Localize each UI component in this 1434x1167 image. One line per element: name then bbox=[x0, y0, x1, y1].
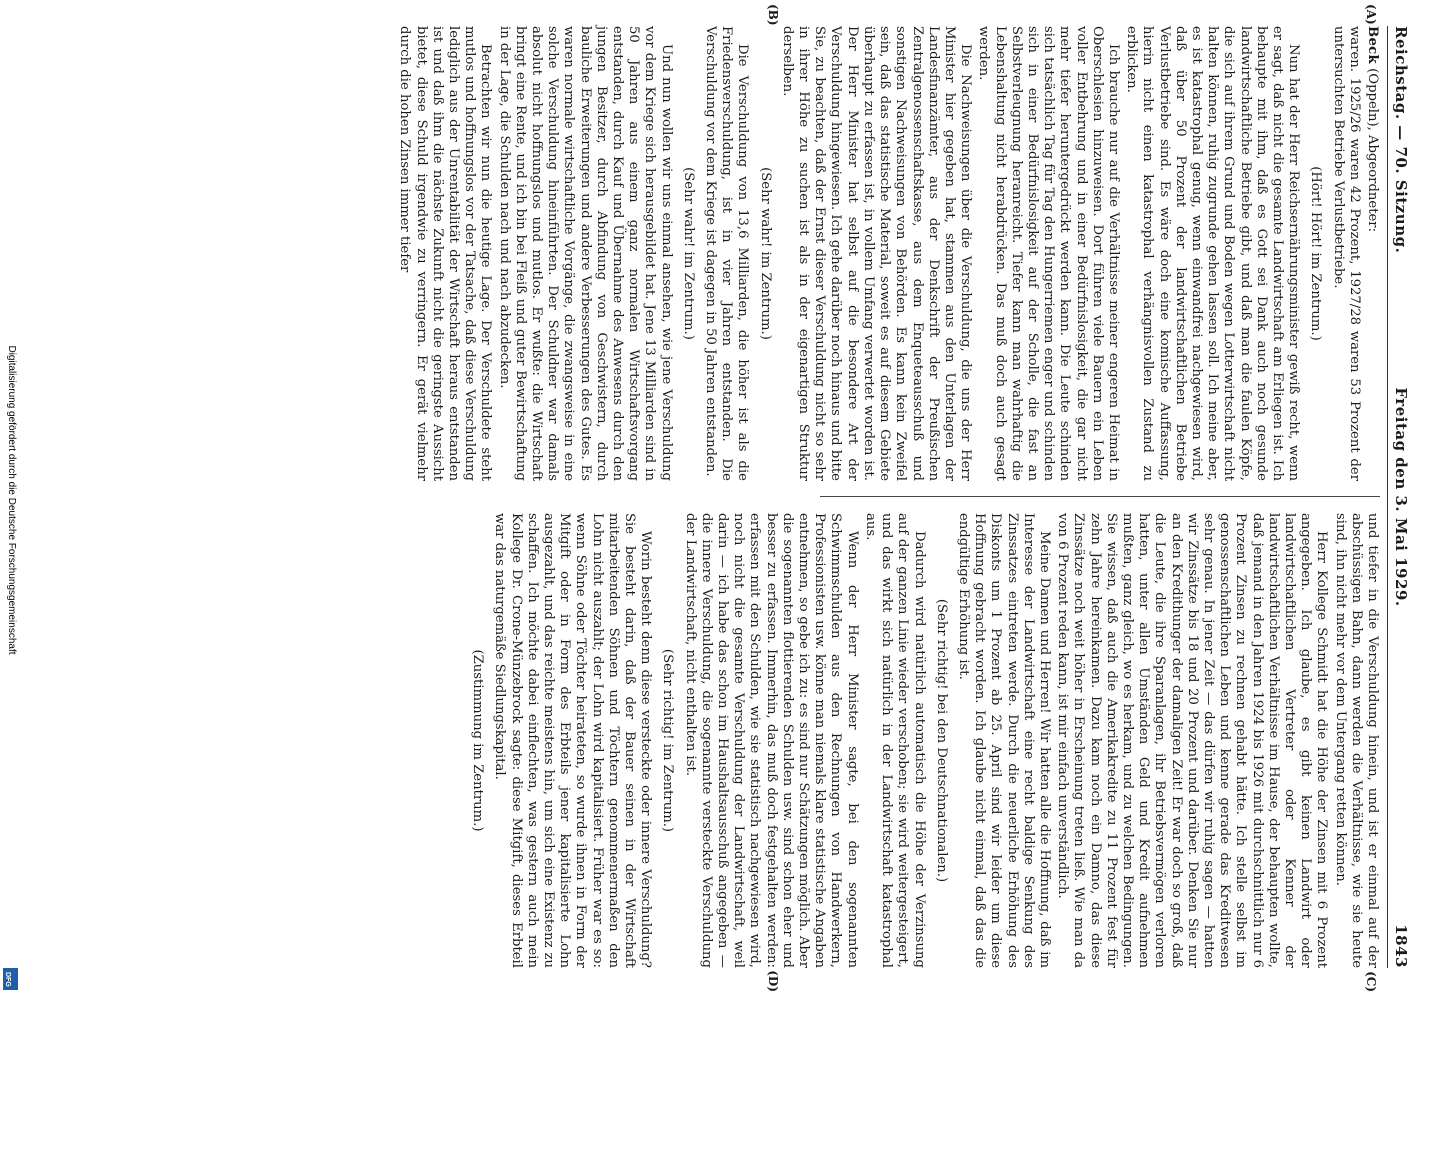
digitization-note: Digitalisierung gefördert durch die Deutsche Forschungsgemeinschaft bbox=[6, 345, 17, 655]
paragraph: Ich brauche nur auf die Verhältnisse meiner engeren Heimat in Oberschlesien hinzuweisen. Dort führen viele Bauern ein Leben voller Entbehrung und in einer Bedürfnislosigkeit, die gar nicht mehr tiefer heruntergedrückt werden kann. Die Leute schinden sich tatsächlich Tag für Tag den Hungerriemen enger und schinden sich in einer Bedürfnislosigkeit auf der Scholle, die fast an Selbstverleugnung heranreicht. Tiefer kann man wahrhaftig die Lebenshaltung nicht herabdrücken. Das muß doch auch gesagt werden. bbox=[976, 26, 1121, 481]
left-column bbox=[142, 26, 1380, 481]
reaction: (Hört! Hört! im Zentrum.) bbox=[1308, 166, 1324, 341]
reaction: (Sehr wahr! im Zentrum.) bbox=[680, 167, 696, 340]
paragraph: Nun hat der Herr Reichsernährungsminister gewiß recht, wenn er sagt, daß nicht die gesamte Landwirtschaft am Erliegen ist. Ich behaupte mit ihm, daß es Gott sei Dank auch noch gesunde landwirtschaftliche Betriebe gibt, und daß man die faulen Köpfe, die sich auf ihrem Grund und Boden wegen Lotterwirtschaft nicht halten können, ruhig zugrunde gehen lassen soll. Ich meine aber, es ist katastrophal genug, wenn einwandfrei nachgewiesen wird, daß über 50 Prozent der landwirtschaftlichen Betriebe Verlustbetriebe sind. Es wäre doch eine komische Auffassung, hierin nicht einen katastrophal verhängnisvollen Zustand zu erblicken. bbox=[1124, 26, 1302, 481]
side-strip bbox=[0, 0, 22, 1000]
paragraph: Meine Damen und Herren! Wir hatten alle die Hoffnung, daß im Interesse der Landwirtschaft eine recht baldige Senkung des Zinssatzes eintreten werde. Durch die neuerliche Erhöhung des Diskonts um 1 Prozent ab 25. April sind wir leider um diese Hoffnung gebracht worden. Ich glaube nicht einmal, daß das die endgültige Erhöhung ist. bbox=[955, 513, 1052, 968]
reaction: (Sehr wahr! im Zentrum.) bbox=[757, 167, 773, 340]
paragraph: Betrachten wir nun die heutige Lage. Der Verschuldete steht mutlos und hoffnungslos vor der Tatsache, daß diese Verschuldung lediglich aus der Unrentabilität der Wirtschaft heraus entstanden ist und daß ihm die nächste Zukunft nicht die geringste Aussicht bietet, diese Schuld irgendwie zu verringern. Er gerät vielmehr durch die hohen Zinsen immer tiefer bbox=[397, 26, 494, 481]
scanned-page bbox=[45, 0, 1434, 1000]
column-divider bbox=[820, 496, 1380, 497]
paragraph: Dadurch wird natürlich automatisch die Höhe der Verzinsung auf der ganzen Linie wieder verschoben; sie wird weitergesteigert, und das wirkt sich natürlich in der Landwirtschaft katastrophal aus. bbox=[862, 513, 927, 968]
speaker-note: (Oppeln), Abgeordneter: bbox=[1365, 68, 1380, 233]
right-column bbox=[142, 513, 1380, 968]
speaker-name: Beck bbox=[1365, 26, 1380, 64]
text-columns bbox=[142, 4, 1380, 992]
page-frame bbox=[132, 2, 1432, 992]
paragraph: Und nun wollen wir uns einmal ansehen, wie jene Verschuldung vor dem Kriege sich herausgebildet hat. Jene 13 Milliarden sind in 50 Jahren aus einem ganz normalen Wirtschaftsvorgang entstanden, durch Kauf und Übernahme des Anwesens durch den jungen Besitzer, durch Abfindung von Geschwistern, durch bauliche Erweiterungen und andere Verbesserungen des Gutes. Es waren normale wirtschaftliche Vorgänge, die zwangsweise in eine solche Verschuldung hineinführten. Der Schuldner war damals absolut nicht hoffnungslos und mutlos. Er wußte: die Wirtschaft bringt eine Rente, und ich bin bei Fleiß und guter Bewirtschaftung in der Lage, die Schulden nach und nach abzudecken. bbox=[496, 26, 674, 481]
paragraph bbox=[1364, 26, 1380, 481]
paragraph: Herr Kollege Schmidt hat die Höhe der Zinsen mit 6 Prozent angegeben. Ich glaube, es gibt keinen Landwirt oder landwirtschaftlichen Vertreter oder Kenner der landwirtschaftlichen Verhältnisse im Hause, der behaupten wollte, daß jemand in den Jahren 1924 bis 1926 mit durchschnittlich nur 6 Prozent Zinsen zu rechnen gehabt hätte. Ich stelle selbst im genossenschaftlichen Leben und kenne gerade das Kreditwesen sehr genau. In jener Zeit — das dürfen wir ruhig sagen — hatten wir Zinssätze bis 18 und 20 Prozent und darüber. Denken Sie nur an den Kredithunger der damaligen Zeit! Er war doch so groß, daß die Leute, die ihre Sparanlagen, ihr Betriebsvermögen verloren hatten, unter allen Umständen Geld und Kredit aufnehmen mußten, ganz gleich, wo es herkam, und zu welchen Bedingungen. Sie wissen, daß auch die Amerikakredite zu 11 Prozent fest für zehn Jahre hereinkamen. Dazu kam noch ein Damno, das diese Zinssätze noch weit höher in Erscheinung treten ließ. Wie man da von 6 Prozent reden kann, ist mir einfach unverständlich. bbox=[1055, 513, 1330, 968]
paragraph: Die Nachweisungen über die Verschuldung, die uns der Herr Minister hier gegeben hat, stammen aus den Unterlagen der Landesfinanzämter, aus der Denkschrift der Preußischen Zentralgenossenschaftskasse, aus dem Enqueteausschuß und sonstigen Nachweisungen von Behörden. Es kann kein Zweifel sein, daß das statistische Material, soweit es auf diesem Gebiete überhaupt zu erfassen ist, in vollem Umfang verwertet worden ist. Der Herr Minister hat selbst auf die besondere Art der Verschuldung hingewiesen. Ich gehe darüber noch hinaus und bitte Sie, zu beachten, daß der Ernst dieser Verschuldung nicht so sehr in ihrer Höhe zu suchen ist als in der eigenartigen Struktur derselben. bbox=[779, 26, 974, 481]
paragraph: Worin besteht denn diese versteckte oder innere Verschuldung? Sie besteht darin, daß der Bauer seinen in der Wirtschaft mitarbeitenden Söhnen und Töchtern genommenermaßen den Lohn nicht auszahlt; der Lohn wird kapitalisiert. Früher war es so: wenn Söhne oder Töchter heirateten, so wurde ihnen in Form der Mitgift oder in Form des Erbteils jener kapitalisierte Lohn ausgezahlt, und das reichte meistens hin, um sich eine Existenz zu schaffen. Ich möchte dabei einflechten, was gestern auch mein Kollege Dr. Crone-Münzebrock sagte: diese Mitgift, dieses Erbteil war das naturgemäße Siedlungskapital. bbox=[492, 513, 654, 968]
page-header bbox=[1387, 26, 1414, 968]
reaction: (Sehr richtig! im Zentrum.) bbox=[660, 648, 676, 833]
margin-marker-a: (A) bbox=[1364, 4, 1378, 25]
reaction: (Zustimmung im Zentrum.) bbox=[470, 649, 486, 832]
margin-marker-d: (D) bbox=[766, 970, 780, 992]
page-number: 1843 bbox=[1392, 924, 1410, 968]
paragraph: waren. 1925/26 waren 42 Prozent, 1927/28 waren 53 Prozent der untersuchten Betriebe Verlustbetriebe. bbox=[1330, 26, 1362, 481]
paragraph: und tiefer in die Verschuldung hinein, und ist er einmal auf der abschüssigen Bahn, dann werden die Verhältnisse, wie sie heute sind, ihn nicht mehr vor dem Untergang retten können. bbox=[1332, 513, 1380, 968]
paragraph: Die Verschuldung von 13,6 Milliarden, die höher ist als die Friedensverschuldung, ist in vier Jahren entstanden. Die Verschuldung vor dem Kriege ist dagegen in 50 Jahren entstanden. bbox=[703, 26, 751, 481]
page-content bbox=[92, 2, 1432, 992]
header-date: Freitag den 3. Mai 1929. bbox=[1392, 387, 1410, 607]
paragraph: Wenn der Herr Minister sagte, bei den sogenannten Schwimmschulden aus den Rechnungen von Handwerkern, Professionisten usw. könne man niemals klare statistische Angaben entnehmen, so gebe ich zu: es sind nur Schätzungen möglich. Aber die sogenannten flottierenden Schulden usw. sind schon eher und besser zu erfassen. Immerhin, das muß doch festgehalten werden: erfassen mit den Schulden, wie sie statistisch nachgewiesen wird, noch nicht die gesamte Verschuldung der Landwirtschaft, weil darin — ich habe das schon im Haushaltsausschuß angegeben — die innere Verschuldung, die sogenannte versteckte Verschuldung der Landwirtschaft, nicht enthalten ist. bbox=[682, 513, 860, 968]
header-session: Reichstag. — 70. Sitzung. bbox=[1392, 26, 1410, 254]
margin-marker-c: (C) bbox=[1364, 971, 1378, 992]
reaction: (Sehr richtig! bei den Deutschnationalen.) bbox=[933, 598, 949, 883]
dfg-logo: DFG bbox=[3, 968, 18, 990]
margin-marker-b: (B) bbox=[766, 4, 780, 26]
